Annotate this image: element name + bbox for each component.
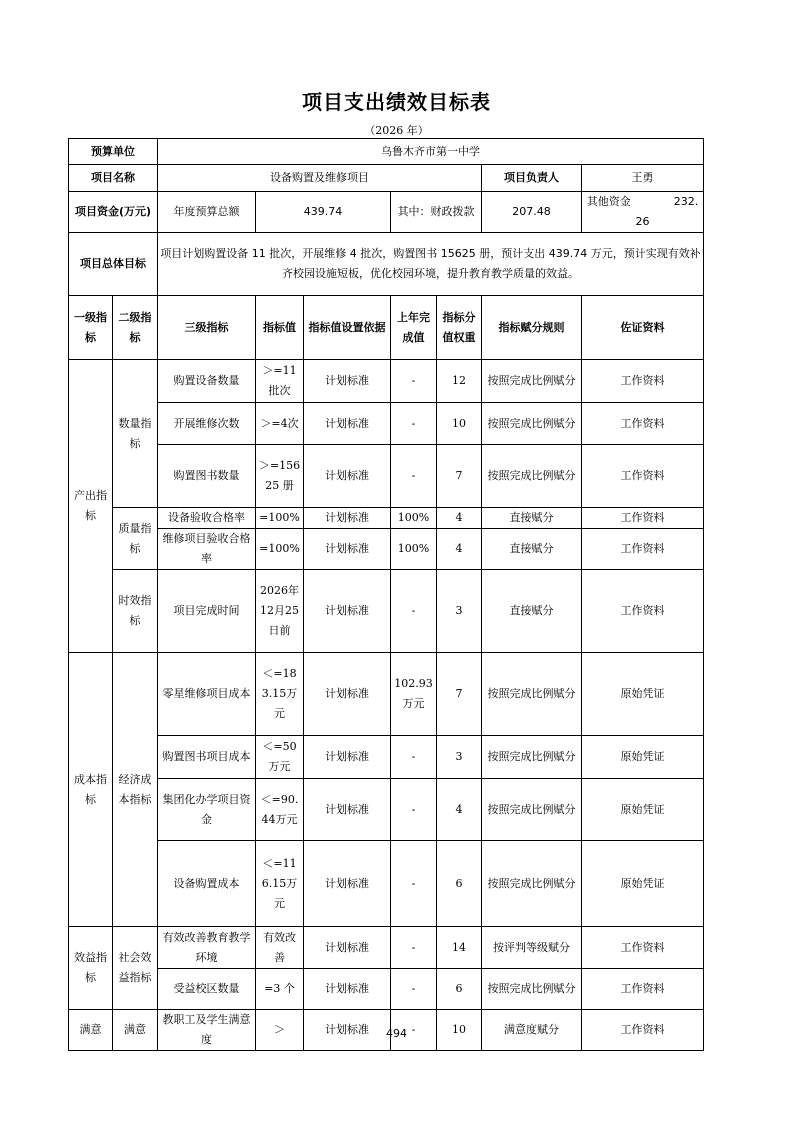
indicator-weight: 14 — [437, 927, 482, 969]
header-evidence: 佐证资料 — [582, 296, 704, 360]
table-row — [69, 779, 704, 841]
indicator-weight: 4 — [437, 779, 482, 841]
indicator-weight: 3 — [437, 736, 482, 779]
table-row — [69, 403, 704, 445]
indicator-value: ＞=11批次 — [256, 360, 304, 403]
subgroup-satisfaction: 满意 — [113, 1010, 158, 1051]
indicator-last: 100% — [391, 529, 437, 570]
indicator-basis: 计划标准 — [304, 360, 391, 403]
indicator-evidence: 工作资料 — [582, 927, 704, 969]
indicator-last: - — [391, 927, 437, 969]
indicator-name: 购置设备数量 — [158, 360, 256, 403]
indicator-last: - — [391, 736, 437, 779]
indicator-name: 零星维修项目成本 — [158, 653, 256, 736]
indicator-evidence: 原始凭证 — [582, 779, 704, 841]
indicator-rule: 按评判等级赋分 — [482, 927, 582, 969]
group-output: 产出指标 — [69, 360, 113, 653]
indicator-evidence: 原始凭证 — [582, 841, 704, 927]
indicator-basis: 计划标准 — [304, 570, 391, 653]
header-value: 指标值 — [256, 296, 304, 360]
indicator-value: ＞=4次 — [256, 403, 304, 445]
subgroup-quantity: 数量指标 — [113, 360, 158, 508]
indicator-name: 受益校区数量 — [158, 969, 256, 1010]
page-title: 项目支出绩效目标表 — [302, 90, 491, 114]
subgroup-economic: 经济成本指标 — [113, 653, 158, 927]
header-basis: 指标值设置依据 — [304, 296, 391, 360]
indicator-weight: 6 — [437, 969, 482, 1010]
indicator-last: - — [391, 969, 437, 1010]
header-level3: 三级指标 — [158, 296, 256, 360]
indicator-basis: 计划标准 — [304, 529, 391, 570]
table-row — [69, 529, 704, 570]
indicator-rule: 按照完成比例赋分 — [482, 360, 582, 403]
indicator-name: 设备验收合格率 — [158, 508, 256, 529]
year-label: （2026 年） — [364, 124, 429, 137]
indicator-last: - — [391, 779, 437, 841]
table-row — [69, 841, 704, 927]
indicator-basis: 计划标准 — [304, 445, 391, 508]
indicator-basis: 计划标准 — [304, 1010, 391, 1051]
indicator-basis: 计划标准 — [304, 653, 391, 736]
indicator-weight: 6 — [437, 841, 482, 927]
indicator-name: 集团化办学项目资金 — [158, 779, 256, 841]
header-rule: 指标赋分规则 — [482, 296, 582, 360]
group-benefit: 效益指标 — [69, 927, 113, 1010]
indicator-basis: 计划标准 — [304, 969, 391, 1010]
other-funds-label: 其他资金 — [586, 195, 631, 208]
unit-label: 预算单位 — [69, 139, 158, 165]
indicator-value: ＜=50万元 — [256, 736, 304, 779]
performance-table — [68, 138, 704, 1051]
indicator-name: 项目完成时间 — [158, 570, 256, 653]
fiscal-label: 其中：财政拨款 — [391, 192, 482, 233]
goal-label: 项目总体目标 — [69, 233, 158, 296]
indicator-weight: 12 — [437, 360, 482, 403]
table-row — [69, 736, 704, 779]
indicator-evidence: 工作资料 — [582, 529, 704, 570]
other-funds-cell — [582, 192, 704, 233]
indicator-basis: 计划标准 — [304, 403, 391, 445]
table-row — [69, 508, 704, 529]
table-row — [69, 445, 704, 508]
indicator-rule: 满意度赋分 — [482, 1010, 582, 1051]
indicator-rule: 直接赋分 — [482, 508, 582, 529]
indicator-value: ＜=116.15万元 — [256, 841, 304, 927]
indicator-evidence: 工作资料 — [582, 508, 704, 529]
indicator-value: =100% — [256, 529, 304, 570]
indicator-basis: 计划标准 — [304, 927, 391, 969]
leader-label: 项目负责人 — [482, 165, 582, 192]
header-row — [69, 296, 704, 360]
indicator-name: 有效改善教育教学环境 — [158, 927, 256, 969]
indicator-value: ＜=90.44万元 — [256, 779, 304, 841]
indicator-rule: 按照完成比例赋分 — [482, 736, 582, 779]
leader-value: 王勇 — [582, 165, 704, 192]
indicator-evidence: 工作资料 — [582, 570, 704, 653]
indicator-rule: 按照完成比例赋分 — [482, 403, 582, 445]
other-funds-value: 232.26 — [635, 195, 699, 228]
indicator-last: 100% — [391, 508, 437, 529]
page-number: 494 — [386, 1027, 407, 1040]
info-row-unit — [69, 139, 704, 165]
indicator-evidence: 原始凭证 — [582, 653, 704, 736]
indicator-rule: 直接赋分 — [482, 529, 582, 570]
indicator-last: - — [391, 445, 437, 508]
indicator-basis: 计划标准 — [304, 779, 391, 841]
info-row-fund — [69, 192, 704, 233]
indicator-last: - — [391, 403, 437, 445]
group-cost: 成本指标 — [69, 653, 113, 927]
indicator-rule: 按照完成比例赋分 — [482, 779, 582, 841]
indicator-evidence: 工作资料 — [582, 969, 704, 1010]
info-row-project — [69, 165, 704, 192]
indicator-evidence: 工作资料 — [582, 445, 704, 508]
header-level1: 一级指标 — [69, 296, 113, 360]
indicator-name: 开展维修次数 — [158, 403, 256, 445]
header-level2: 二级指标 — [113, 296, 158, 360]
subgroup-quality: 质量指标 — [113, 508, 158, 570]
indicator-last: - — [391, 570, 437, 653]
indicator-value: ＞=15625 册 — [256, 445, 304, 508]
indicator-weight: 10 — [437, 1010, 482, 1051]
indicator-basis: 计划标准 — [304, 736, 391, 779]
indicator-weight: 7 — [437, 445, 482, 508]
indicator-evidence: 原始凭证 — [582, 736, 704, 779]
indicator-value: 有效改善 — [256, 927, 304, 969]
indicator-value: ＜=183.15万元 — [256, 653, 304, 736]
indicator-evidence: 工作资料 — [582, 360, 704, 403]
annual-budget-value: 439.74 — [256, 192, 391, 233]
indicator-value: ＞ — [256, 1010, 304, 1051]
header-last-year: 上年完成值 — [391, 296, 437, 360]
indicator-rule: 按照完成比例赋分 — [482, 653, 582, 736]
annual-budget-label: 年度预算总额 — [158, 192, 256, 233]
indicator-value: =100% — [256, 508, 304, 529]
subgroup-timeliness: 时效指标 — [113, 570, 158, 653]
indicator-name: 设备购置成本 — [158, 841, 256, 927]
indicator-evidence: 工作资料 — [582, 1010, 704, 1051]
indicator-last: - — [391, 841, 437, 927]
table-row — [69, 927, 704, 969]
indicator-weight: 7 — [437, 653, 482, 736]
indicator-weight: 3 — [437, 570, 482, 653]
indicator-last: - — [391, 360, 437, 403]
fund-label: 项目资金(万元) — [69, 192, 158, 233]
indicator-rule: 直接赋分 — [482, 570, 582, 653]
indicator-basis: 计划标准 — [304, 508, 391, 529]
indicator-name: 购置图书数量 — [158, 445, 256, 508]
table-row — [69, 360, 704, 403]
table-row — [69, 570, 704, 653]
indicator-name: 维修项目验收合格率 — [158, 529, 256, 570]
project-label: 项目名称 — [69, 165, 158, 192]
indicator-weight: 4 — [437, 508, 482, 529]
indicator-weight: 4 — [437, 529, 482, 570]
indicator-value: =3 个 — [256, 969, 304, 1010]
indicator-rule: 按照完成比例赋分 — [482, 841, 582, 927]
indicator-rule: 按照完成比例赋分 — [482, 445, 582, 508]
unit-value: 乌鲁木齐市第一中学 — [158, 139, 704, 165]
indicator-name: 购置图书项目成本 — [158, 736, 256, 779]
goal-text: 项目计划购置设备 11 批次，开展维修 4 批次，购置图书 15625 册，预计支出 439.74 万元，预计实现有效补齐校园设施短板，优化校园环境，提升教育教学质量的效益。 — [158, 233, 704, 296]
info-row-goal — [69, 233, 704, 296]
indicator-evidence: 工作资料 — [582, 403, 704, 445]
table-row — [69, 969, 704, 1010]
indicator-rule: 按照完成比例赋分 — [482, 969, 582, 1010]
indicator-last: - — [391, 1010, 437, 1051]
indicator-name: 教职工及学生满意度 — [158, 1010, 256, 1051]
header-weight: 指标分值权重 — [437, 296, 482, 360]
table-row — [69, 653, 704, 736]
group-satisfaction: 满意 — [69, 1010, 113, 1051]
indicator-basis: 计划标准 — [304, 841, 391, 927]
fiscal-value: 207.48 — [482, 192, 582, 233]
subgroup-social: 社会效益指标 — [113, 927, 158, 1010]
indicator-last: 102.93 万元 — [391, 653, 437, 736]
project-value: 设备购置及维修项目 — [158, 165, 482, 192]
indicator-weight: 10 — [437, 403, 482, 445]
indicator-value: 2026年12月25日前 — [256, 570, 304, 653]
